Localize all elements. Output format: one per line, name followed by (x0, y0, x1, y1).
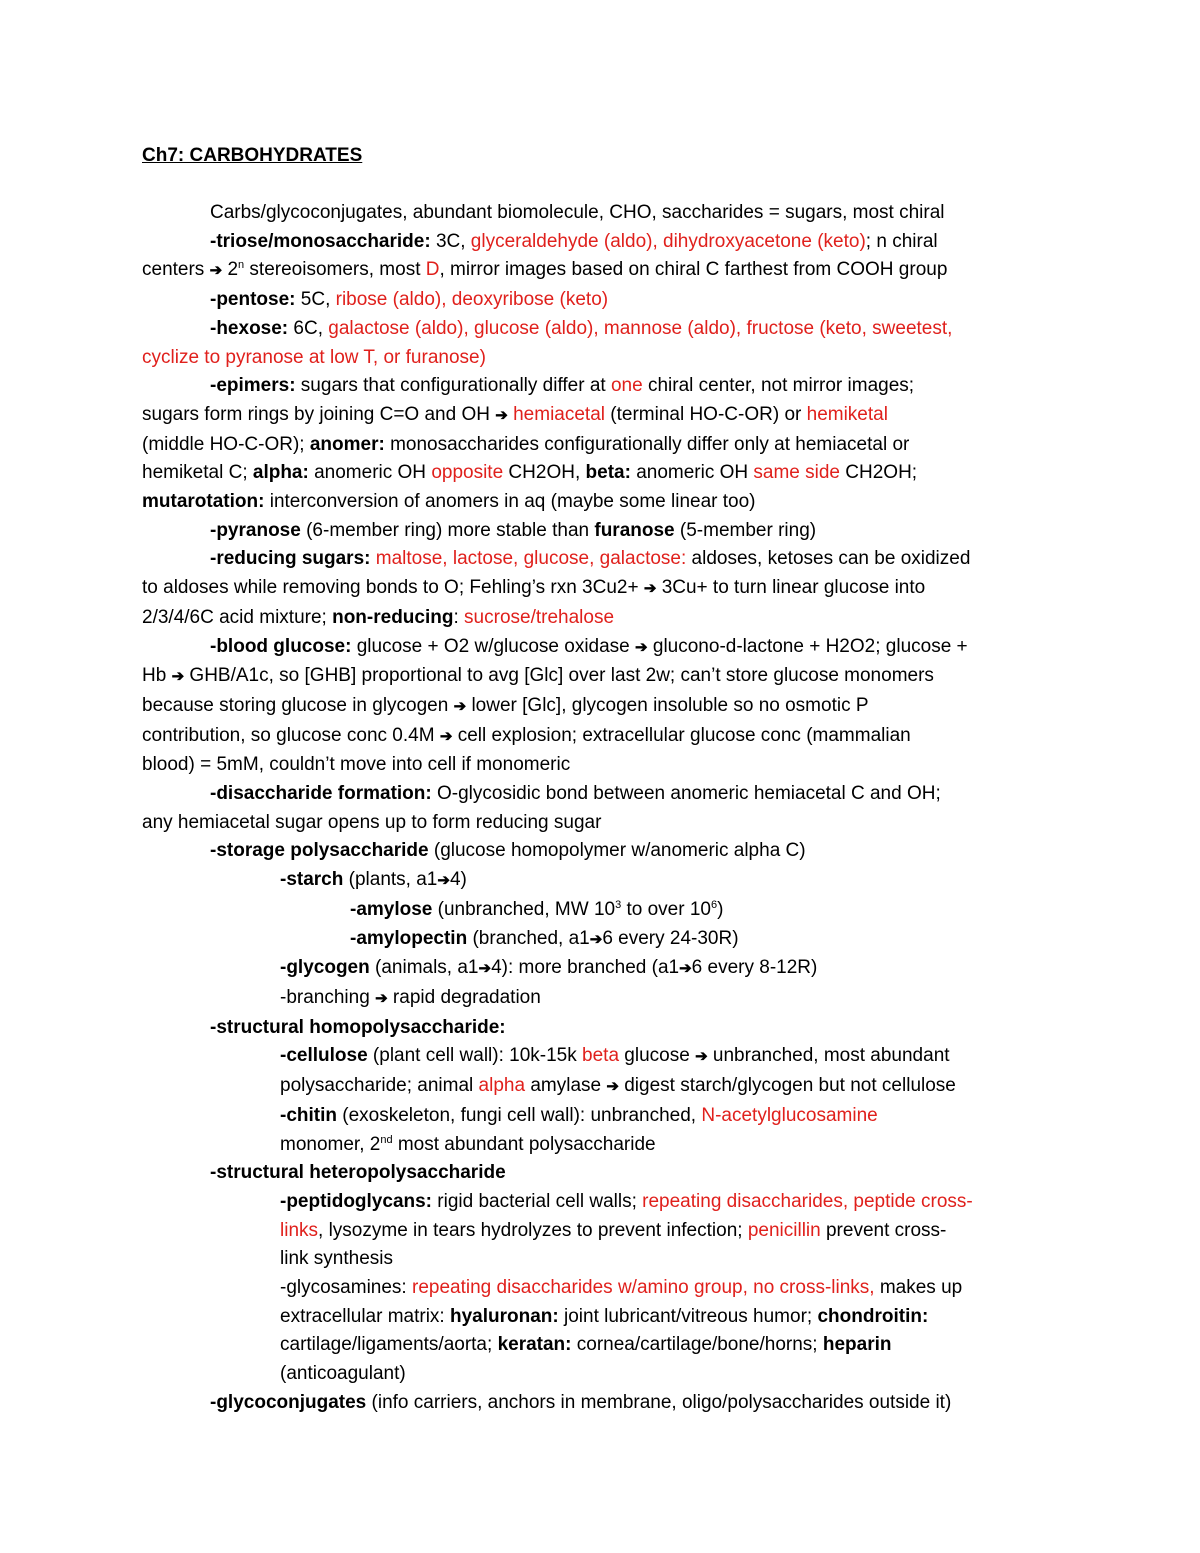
term-label: -pentose: (210, 289, 296, 311)
note-line (142, 1274, 1067, 1303)
text-run: 6 every 24-30R) (602, 927, 739, 949)
text-run: 5C, (295, 289, 336, 311)
note-line (142, 925, 1067, 955)
note-line (142, 984, 1067, 1014)
note-line (142, 780, 1067, 809)
text-run: ) (717, 898, 724, 920)
text-run: : (453, 606, 465, 628)
text-run: (glucose homopolymer w/anomeric alpha C) (428, 840, 806, 862)
text-run: 2/3/4/6C acid mixture; (142, 606, 333, 628)
text-run: cornea/cartilage/bone/horns; (571, 1334, 823, 1356)
note-line (142, 662, 1067, 692)
text-run: -branching (280, 986, 376, 1008)
text-run: 4) (449, 869, 467, 891)
arrow-icon: ➔ (635, 638, 648, 656)
text-run: sugars form rings by joining C=O and OH (142, 403, 496, 425)
note-line (142, 837, 1067, 866)
note-line (142, 809, 1067, 838)
text-run: sugars that configurationally differ at (295, 375, 611, 397)
term-label: -reducing sugars: (210, 548, 371, 570)
arrow-icon: ➔ (495, 406, 508, 424)
text-run: Carbs/glycoconjugates, abundant biomolecule, CHO, saccharides = sugars, most chiral (210, 202, 945, 223)
highlight-text: links (280, 1219, 319, 1241)
text-run: digest starch/glycogen but not cellulose (618, 1075, 956, 1097)
text-run: because storing glucose in glycogen (142, 694, 454, 716)
superscript: 6 (710, 898, 718, 911)
text-run: 2 (222, 259, 239, 281)
arrow-icon: ➔ (679, 960, 692, 978)
text-run: unbranched, most abundant (707, 1045, 950, 1067)
arrow-icon: ➔ (478, 960, 492, 978)
term-label: anomer: (309, 433, 385, 455)
text-run: (exoskeleton, fungi cell wall): unbranched, (337, 1104, 702, 1126)
text-run: , lysozyme in tears hydrolyzes to prevent infection; (318, 1219, 748, 1241)
highlight-text: alpha (478, 1075, 526, 1097)
highlight-text: maltose, lactose, glucose, galactose: (375, 548, 687, 570)
note-line (142, 315, 1067, 344)
note-line (142, 372, 1067, 401)
text-run: contribution, so glucose conc 0.4M (142, 724, 440, 746)
highlight-text: one (610, 375, 643, 397)
note-line (142, 459, 1067, 488)
highlight-text: D (425, 259, 440, 281)
highlight-text: glyceraldehyde (aldo), dihydroxyacetone (keto) (470, 230, 866, 252)
notes-body (142, 199, 1067, 1418)
text-run: rigid bacterial cell walls; (432, 1190, 643, 1212)
text-run: cartilage/ligaments/aorta; (280, 1334, 498, 1356)
arrow-icon: ➔ (606, 1078, 619, 1096)
highlight-text: hemiacetal (513, 403, 605, 425)
note-line (142, 1131, 1067, 1160)
text-run: (6-member ring) more stable than (300, 519, 595, 541)
text-run: cell explosion; extracellular glucose conc (mammalian (452, 724, 911, 746)
note-line (142, 401, 1067, 431)
text-run: (plants, a1 (343, 869, 438, 891)
term-label: keratan: (497, 1334, 572, 1356)
arrow-icon: ➔ (437, 872, 450, 890)
note-line (142, 199, 1067, 228)
text-run: aldoses, ketoses can be oxidized (686, 548, 971, 570)
arrow-icon: ➔ (375, 989, 388, 1007)
note-line (142, 1042, 1067, 1072)
superscript: n (238, 259, 245, 272)
text-run: 3C, (430, 230, 471, 252)
highlight-text: N-acetylglucosamine (701, 1104, 878, 1126)
term-label: -peptidoglycans: (280, 1190, 433, 1212)
note-line (142, 1159, 1067, 1188)
text-run: Hb (142, 665, 172, 687)
term-label: non-reducing (332, 606, 454, 628)
term-label: hyaluronan: (450, 1305, 559, 1327)
arrow-icon: ➔ (209, 262, 223, 280)
note-line (142, 896, 1067, 925)
text-run: joint lubricant/vitreous humor; (558, 1305, 818, 1327)
note-line (142, 256, 1067, 286)
term-label: beta: (585, 462, 631, 484)
text-run: O-glycosidic bond between anomeric hemiacetal C and OH; (431, 783, 941, 805)
note-line (142, 1303, 1067, 1332)
highlight-text: penicillin (747, 1219, 821, 1241)
text-run: most abundant polysaccharide (392, 1133, 656, 1155)
term-label: furanose (594, 519, 675, 541)
term-label: alpha: (252, 462, 309, 484)
text-run: anomeric OH (630, 462, 754, 484)
note-line (142, 633, 1067, 663)
note-line (142, 1014, 1067, 1043)
note-line (142, 954, 1067, 984)
term-label: -blood glucose: (210, 635, 352, 657)
note-line (142, 344, 1067, 373)
term-label: -structural heteropolysaccharide (210, 1162, 506, 1184)
text-run: extracellular matrix: (280, 1305, 450, 1327)
note-line (142, 1217, 1067, 1246)
text-run: monosaccharides configurationally differ only at hemiacetal or (384, 433, 910, 455)
note-line (142, 1331, 1067, 1360)
note-line (142, 431, 1067, 460)
arrow-icon: ➔ (643, 580, 657, 598)
text-run: makes up (874, 1277, 963, 1299)
note-line (142, 574, 1067, 604)
term-label: -glycoconjugates (210, 1391, 367, 1413)
text-run: glucose + O2 w/glucose oxidase (351, 635, 636, 657)
term-label: -epimers: (210, 375, 296, 397)
text-run: 6 every 8-12R) (691, 957, 818, 979)
text-run: glucono-d-lactone + H2O2; glucose + (647, 635, 968, 657)
arrow-icon: ➔ (171, 668, 185, 686)
highlight-text: ribose (aldo), deoxyribose (keto) (335, 289, 609, 311)
text-run: 6C, (288, 317, 329, 339)
text-run: stereoisomers, most (244, 259, 426, 281)
text-run: -glycosamines: (280, 1277, 407, 1299)
note-line (142, 517, 1067, 546)
text-run: glucose (619, 1045, 696, 1067)
text-run: chiral center, not mirror images; (642, 375, 915, 397)
text-run: (info carriers, anchors in membrane, oligo/polysaccharides outside it) (366, 1391, 952, 1413)
term-label: -disaccharide formation: (210, 783, 432, 805)
text-run: CH2OH; (840, 462, 918, 484)
note-line (142, 604, 1067, 633)
note-line (142, 1072, 1067, 1102)
term-label: -structural homopolysaccharide: (210, 1016, 506, 1038)
term-label: -cellulose (280, 1045, 368, 1067)
term-label: -chitin (280, 1104, 337, 1126)
text-run: anomeric OH (308, 462, 432, 484)
text-run: hemiketal C; (142, 462, 253, 484)
text-run: prevent cross- (820, 1219, 947, 1241)
term-label: -hexose: (210, 317, 289, 339)
highlight-text: opposite (431, 462, 504, 484)
text-run: monomer, 2 (280, 1133, 381, 1155)
note-line (142, 228, 1067, 257)
note-line (142, 1245, 1067, 1274)
text-run: lower [Glc], glycogen insoluble so no osmotic P (466, 694, 869, 716)
note-line (142, 488, 1067, 517)
term-label: -triose/monosaccharide: (210, 230, 431, 252)
highlight-text: galactose (aldo), glucose (aldo), mannose (aldo), fructose (keto, sweetest, (328, 317, 953, 339)
text-run: blood) = 5mM, couldn’t move into cell if monomeric (142, 754, 571, 776)
text-run: polysaccharide; animal (280, 1075, 479, 1097)
note-line (142, 1360, 1067, 1389)
term-label: -starch (280, 869, 344, 891)
note-line (142, 286, 1067, 315)
highlight-text: repeating disaccharides, peptide cross- (642, 1190, 973, 1212)
text-run: (animals, a1 (369, 957, 479, 979)
arrow-icon: ➔ (695, 1048, 708, 1066)
note-line (142, 545, 1067, 574)
text-run: CH2OH, (503, 462, 586, 484)
arrow-icon: ➔ (589, 930, 603, 948)
text-run: GHB/A1c, so [GHB] proportional to avg [Glc] over last 2w; can’t store glucose monomers (184, 665, 934, 687)
highlight-text: sucrose/trehalose (464, 606, 615, 628)
highlight-text: beta (582, 1045, 620, 1067)
text-run: any hemiacetal sugar opens up to form reducing sugar (142, 811, 602, 833)
superscript: nd (380, 1133, 393, 1146)
text-run: rapid degradation (387, 986, 541, 1008)
superscript: 3 (615, 898, 622, 911)
text-run: interconversion of anomers in aq (maybe some linear too) (264, 491, 756, 513)
text-run: centers (142, 259, 210, 281)
text-run: (5-member ring) (674, 519, 817, 541)
note-line (142, 751, 1067, 780)
highlight-text: cyclize to pyranose at low T, or furanose) (142, 346, 486, 368)
text-run: 3Cu+ to turn linear glucose into (656, 577, 926, 599)
note-line (142, 866, 1067, 896)
term-label: -pyranose (210, 519, 301, 541)
term-label: -storage polysaccharide (210, 840, 429, 862)
highlight-text: same side (753, 462, 841, 484)
arrow-icon: ➔ (439, 727, 453, 745)
text-run: , mirror images based on chiral C farthest from COOH group (439, 259, 948, 281)
arrow-icon: ➔ (453, 697, 467, 715)
highlight-text: repeating disaccharides w/amino group, no cross-links, (412, 1277, 875, 1299)
note-line (142, 1389, 1067, 1418)
text-run: (anticoagulant) (280, 1363, 406, 1385)
term-label: -glycogen (280, 957, 370, 979)
text-run: link synthesis (280, 1248, 393, 1270)
text-run: ; n chiral (865, 230, 938, 252)
term-label: heparin (822, 1334, 892, 1356)
text-run: (terminal HO-C-OR) or (605, 403, 807, 425)
page-title: Ch7: CARBOHYDRATES (142, 145, 363, 166)
term-label: chondroitin: (817, 1305, 929, 1327)
note-line (142, 1188, 1067, 1217)
text-run: amylase (525, 1075, 607, 1097)
text-run: (branched, a1 (467, 927, 590, 949)
term-label: -amylose (350, 898, 433, 920)
term-label: mutarotation: (142, 491, 265, 513)
text-run: to over 10 (621, 898, 711, 920)
highlight-text: hemiketal (806, 403, 888, 425)
note-line (142, 692, 1067, 722)
text-run: (middle HO-C-OR); (142, 433, 310, 455)
note-line (142, 722, 1067, 752)
text-run: (unbranched, MW 10 (432, 898, 616, 920)
term-label: -amylopectin (350, 927, 468, 949)
text-run: to aldoses while removing bonds to O; Fehling’s rxn 3Cu2+ (142, 577, 644, 599)
text-run: 4): more branched (a1 (491, 957, 680, 979)
note-line (142, 1102, 1067, 1131)
text-run: (plant cell wall): 10k-15k (367, 1045, 583, 1067)
